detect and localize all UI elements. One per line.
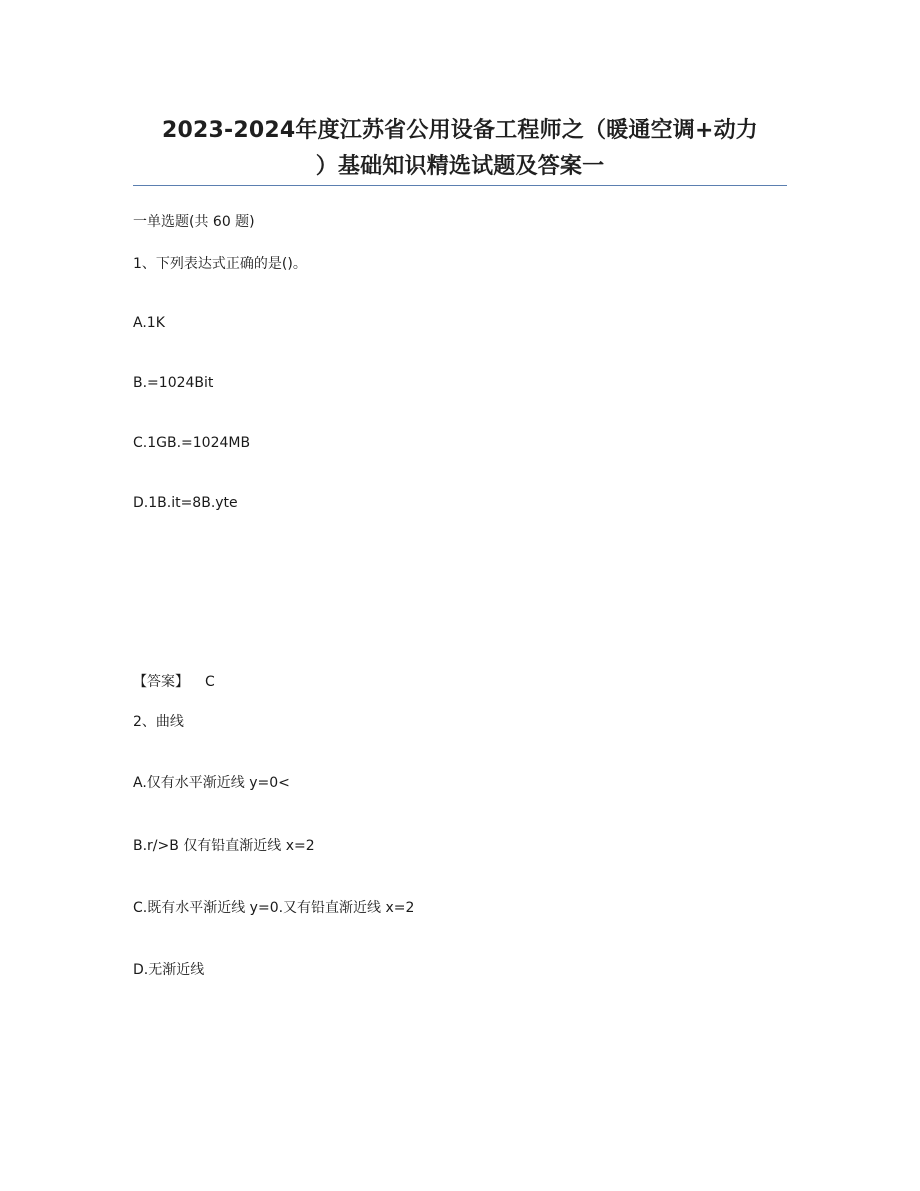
question-2-option-b: B.r/>B 仅有铅直渐近线 x=2 (133, 838, 315, 854)
question-1-option-b: B.=1024Bit (133, 375, 214, 391)
answer-label: 【答案】 (133, 674, 189, 690)
section-heading: 一单选题(共 60 题) (133, 214, 255, 230)
document-title (133, 113, 787, 185)
question-2-stem: 2、曲线 (133, 714, 184, 730)
title-line-1: 2023-2024年度江苏省公用设备工程师之（暖通空调+动力 (161, 118, 759, 143)
title-divider (133, 185, 787, 186)
question-1-option-d: D.1B.it=8B.yte (133, 495, 238, 511)
question-1-option-a: A.1K (133, 315, 165, 331)
title-line-2: ）基础知识精选试题及答案一 (315, 154, 605, 179)
question-1-stem: 1、下列表达式正确的是()。 (133, 256, 307, 272)
answer-value: C (205, 674, 215, 690)
question-2-option-c: C.既有水平渐近线 y=0.又有铅直渐近线 x=2 (133, 900, 415, 916)
question-1-option-c: C.1GB.=1024MB (133, 435, 251, 451)
question-2-option-a: A.仅有水平渐近线 y=0< (133, 775, 290, 791)
question-1-answer (133, 672, 215, 692)
question-2-option-d: D.无渐近线 (133, 962, 205, 978)
